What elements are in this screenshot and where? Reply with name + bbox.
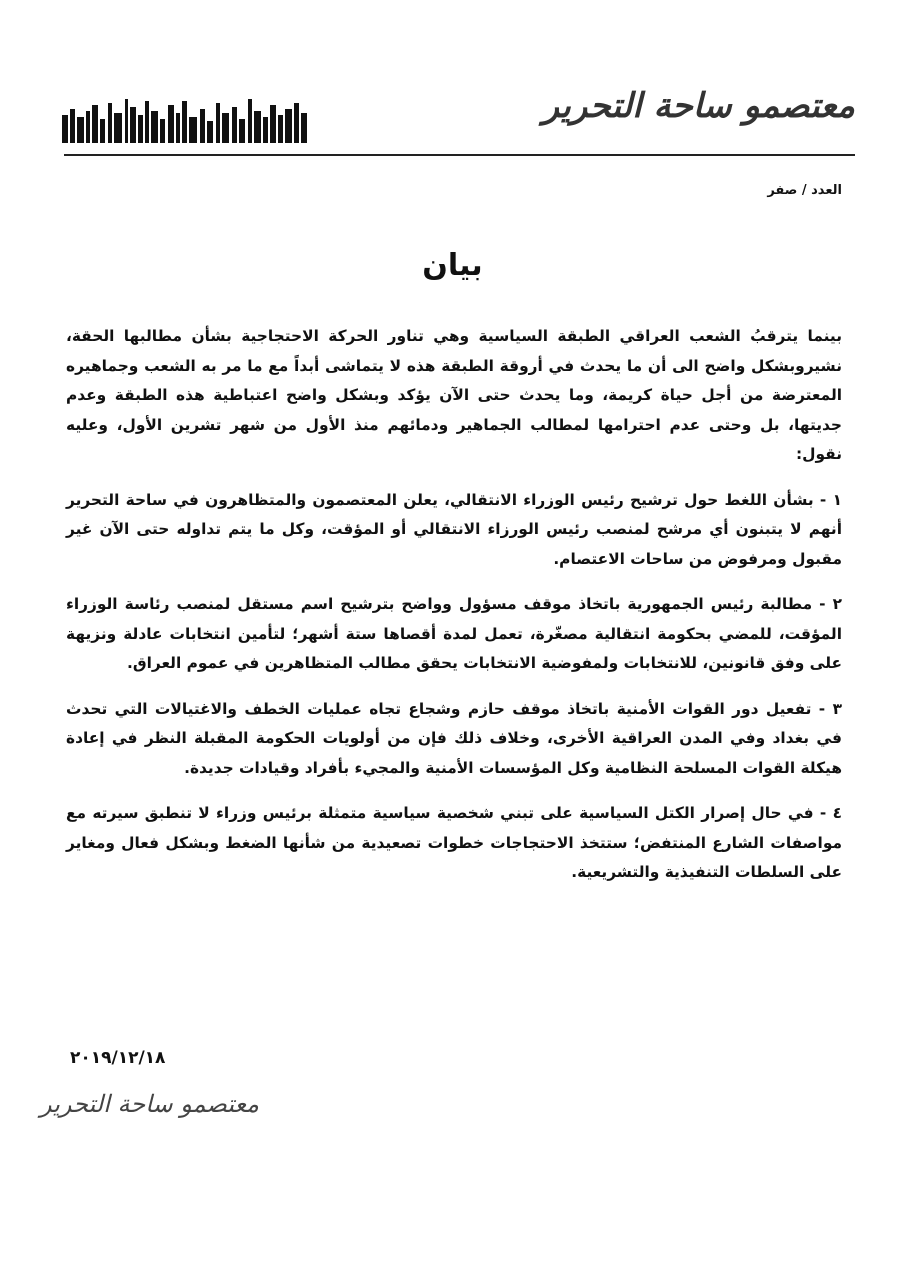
point-1-paragraph: ١ - بشأن اللغط حول ترشيح رئيس الوزراء الانتقالي، يعلن المعتصمون والمتظاهرون في ساحة التحرير أنهم لا يتبنون أي مرشح لمنصب رئيس الورزاء الانتقالي أو المؤقت، وكل ما يتم تداوله حتى الآن غير مقبول ومرفوض من ساحات الاعتصام. xyxy=(66,490,842,568)
document-title: بيان xyxy=(422,248,483,283)
point-3-paragraph: ٣ - تفعيل دور القوات الأمنية باتخاذ موقف حازم وشجاع تجاه عمليات الخطف والاغتيالات التي تحدث في بغداد وفي المدن العراقية الأخرى، وخلاف ذلك فإن من أولويات الحكومة المقبلة النظر في إعادة هيكلة القوات المسلحة النظامية وكل المؤسسات الأمنية والمجيء بأفراد وقيادات جديدة. xyxy=(66,699,842,777)
header-calligraphy-logo: معتصمو ساحة التحرير xyxy=(542,86,855,126)
statement-date: ٢٠١٩/١٢/١٨ xyxy=(70,1048,166,1068)
header-divider xyxy=(64,154,855,156)
statement-body xyxy=(66,322,842,904)
intro-paragraph: بينما يترقبُ الشعب العراقي الطبقة السياسية وهي تناور الحركة الاحتجاجية بشأن مطالبها الحقة، نشيروبشكل واضح الى أن ما يحدث في أروقة الطبقة هذه لا يتماشى أبداً مع ما مر به الشعب وجماهيره المعترضة من أجل حياة كريمة، وما يحدث حتى الآن يؤكد وبشكل واضح اعتباطية هذه الطبقة وعدم جديتها، بل وحتى عدم احترامها لمطالب الجماهير ودمائهم منذ الأول من شهر تشرين الأول، وعليه نقول: xyxy=(66,327,842,463)
issue-number: العدد / صفر xyxy=(767,183,842,198)
protest-figures-illustration xyxy=(62,95,307,143)
point-4-paragraph: ٤ - في حال إصرار الكتل السياسية على تبني شخصية سياسية متمثلة برئيس وزراء لا تنطبق سيرته مع مواصفات الشارع المنتفض؛ ستتخذ الاحتجاجات خطوات تصعيدية من شأنها الضغط وبشكل فعال ومغاير على السلطات التنفيذية والتشريعية. xyxy=(66,804,842,881)
signature-calligraphy: معتصمو ساحة التحرير xyxy=(40,1090,260,1118)
point-2-paragraph: ٢ - مطالبة رئيس الجمهورية باتخاذ موقف مسؤول وواضح بترشيح اسم مستقل لمنصب رئاسة الوزراء المؤقت، للمضي بحكومة انتقالية مصغّرة، تعمل لمدة أقصاها ستة أشهر؛ لتأمين انتخابات عادلة ونزيهة على وفق قانونين، للانتخابات ولمفوضية الانتخابات يحقق مطالب المتظاهرين في عموم العراق. xyxy=(66,595,842,672)
